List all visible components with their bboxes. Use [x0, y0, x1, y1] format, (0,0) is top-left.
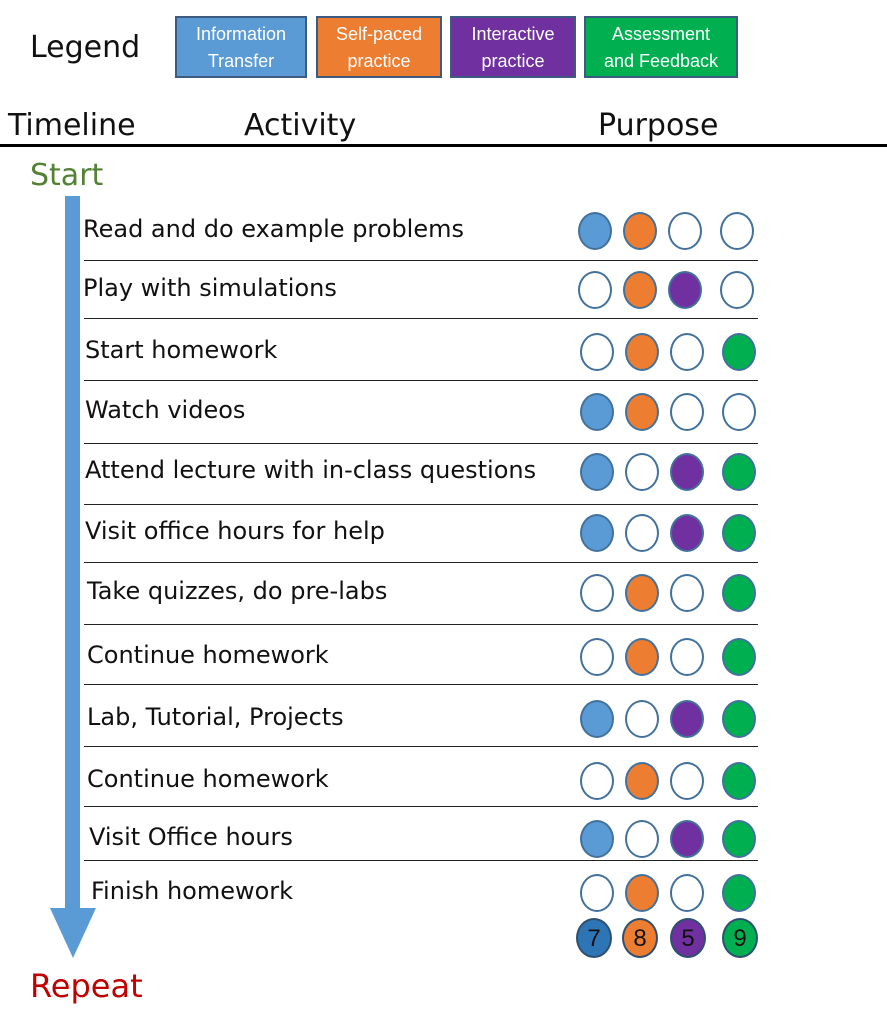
legend-item-self-paced-practice — [316, 16, 442, 78]
purpose-circle-self-paced-practice — [625, 393, 659, 431]
purpose-circle-assessment-and-feedback — [722, 820, 756, 858]
purpose-circle-information-transfer — [580, 700, 614, 738]
purpose-circle-interactive-practice — [670, 700, 704, 738]
purpose-circle-interactive-practice — [670, 393, 704, 431]
purpose-total-self-paced-practice: 8 — [622, 918, 658, 958]
legend-title: Legend — [30, 30, 141, 65]
legend-item-information-transfer — [175, 16, 307, 78]
activity-label: Visit office hours for help — [85, 517, 385, 545]
legend-item-assessment-and-feedback — [584, 16, 738, 78]
row-divider — [84, 260, 758, 261]
purpose-circle-assessment-and-feedback — [720, 271, 754, 309]
purpose-circle-interactive-practice — [670, 762, 704, 800]
purpose-circle-interactive-practice — [670, 333, 704, 371]
purpose-circle-assessment-and-feedback — [722, 762, 756, 800]
purpose-circle-interactive-practice — [670, 874, 704, 912]
purpose-circle-self-paced-practice — [625, 574, 659, 612]
timeline-repeat-label: Repeat — [30, 967, 143, 1005]
legend-item-line2: and Feedback — [603, 51, 719, 71]
purpose-circle-self-paced-practice — [623, 212, 657, 250]
purpose-circle-information-transfer — [578, 212, 612, 250]
purpose-circle-assessment-and-feedback — [722, 453, 756, 491]
purpose-total-information-transfer: 7 — [576, 918, 612, 958]
purpose-circle-assessment-and-feedback — [720, 212, 754, 250]
purpose-circle-self-paced-practice — [625, 514, 659, 552]
purpose-circle-interactive-practice — [670, 453, 704, 491]
activity-label: Visit Office hours — [89, 823, 293, 851]
purpose-circle-interactive-practice — [670, 574, 704, 612]
purpose-circle-information-transfer — [580, 820, 614, 858]
row-divider — [84, 624, 758, 625]
purpose-circle-assessment-and-feedback — [722, 393, 756, 431]
row-divider — [84, 562, 758, 563]
row-divider — [84, 684, 758, 685]
activity-header: Activity — [244, 108, 357, 143]
purpose-circle-assessment-and-feedback — [722, 333, 756, 371]
purpose-circle-self-paced-practice — [625, 820, 659, 858]
activity-label: Lab, Tutorial, Projects — [87, 703, 344, 731]
activity-label: Start homework — [85, 336, 278, 364]
row-divider — [84, 318, 758, 319]
row-divider — [84, 443, 758, 444]
purpose-circle-self-paced-practice — [625, 874, 659, 912]
purpose-circle-interactive-practice — [670, 514, 704, 552]
purpose-circle-information-transfer — [578, 271, 612, 309]
row-divider — [84, 380, 758, 381]
purpose-circle-assessment-and-feedback — [722, 638, 756, 676]
legend-item-line2: Transfer — [207, 51, 275, 71]
purpose-circle-information-transfer — [580, 574, 614, 612]
purpose-circle-information-transfer — [580, 393, 614, 431]
purpose-circle-self-paced-practice — [625, 700, 659, 738]
purpose-circle-self-paced-practice — [625, 638, 659, 676]
purpose-totals — [574, 918, 764, 962]
legend-item-interactive-practice — [450, 16, 576, 78]
activity-label: Attend lecture with in-class questions — [85, 456, 537, 484]
purpose-circle-assessment-and-feedback — [722, 874, 756, 912]
purpose-total-interactive-practice: 5 — [670, 918, 706, 958]
purpose-circle-interactive-practice — [668, 271, 702, 309]
purpose-circle-self-paced-practice — [625, 453, 659, 491]
purpose-circle-self-paced-practice — [623, 271, 657, 309]
purpose-circle-self-paced-practice — [625, 762, 659, 800]
purpose-circle-assessment-and-feedback — [722, 700, 756, 738]
purpose-circle-information-transfer — [580, 453, 614, 491]
row-divider — [84, 746, 758, 747]
purpose-circle-interactive-practice — [670, 820, 704, 858]
header-divider — [0, 144, 887, 147]
row-divider — [84, 860, 758, 861]
row-divider — [84, 806, 758, 807]
purpose-circle-interactive-practice — [668, 212, 702, 250]
activity-label: Play with simulations — [83, 274, 337, 302]
purpose-header: Purpose — [598, 108, 719, 143]
activity-label: Read and do example problems — [83, 215, 464, 243]
timeline-start-label: Start — [30, 158, 104, 193]
purpose-circle-interactive-practice — [670, 638, 704, 676]
row-divider — [84, 504, 758, 505]
purpose-circle-information-transfer — [580, 333, 614, 371]
legend-item-line2: practice — [481, 51, 545, 71]
purpose-circle-information-transfer — [580, 638, 614, 676]
legend-item-line2: practice — [347, 51, 411, 71]
purpose-total-assessment-and-feedback: 9 — [722, 918, 758, 958]
purpose-circle-self-paced-practice — [625, 333, 659, 371]
purpose-circle-assessment-and-feedback — [722, 574, 756, 612]
purpose-circle-information-transfer — [580, 874, 614, 912]
activity-label: Finish homework — [91, 877, 294, 905]
activity-label: Continue homework — [87, 641, 329, 669]
legend-item-line1: Assessment — [611, 24, 711, 44]
timeline-header: Timeline — [8, 108, 136, 143]
legend-item-line1: Information — [195, 24, 287, 44]
activity-label: Take quizzes, do pre-labs — [87, 577, 388, 605]
purpose-circle-information-transfer — [580, 762, 614, 800]
activity-label: Watch videos — [85, 396, 246, 424]
purpose-circle-information-transfer — [580, 514, 614, 552]
activity-label: Continue homework — [87, 765, 329, 793]
legend-item-line1: Interactive — [471, 24, 555, 44]
purpose-circle-assessment-and-feedback — [722, 514, 756, 552]
legend-item-line1: Self-paced — [335, 24, 423, 44]
